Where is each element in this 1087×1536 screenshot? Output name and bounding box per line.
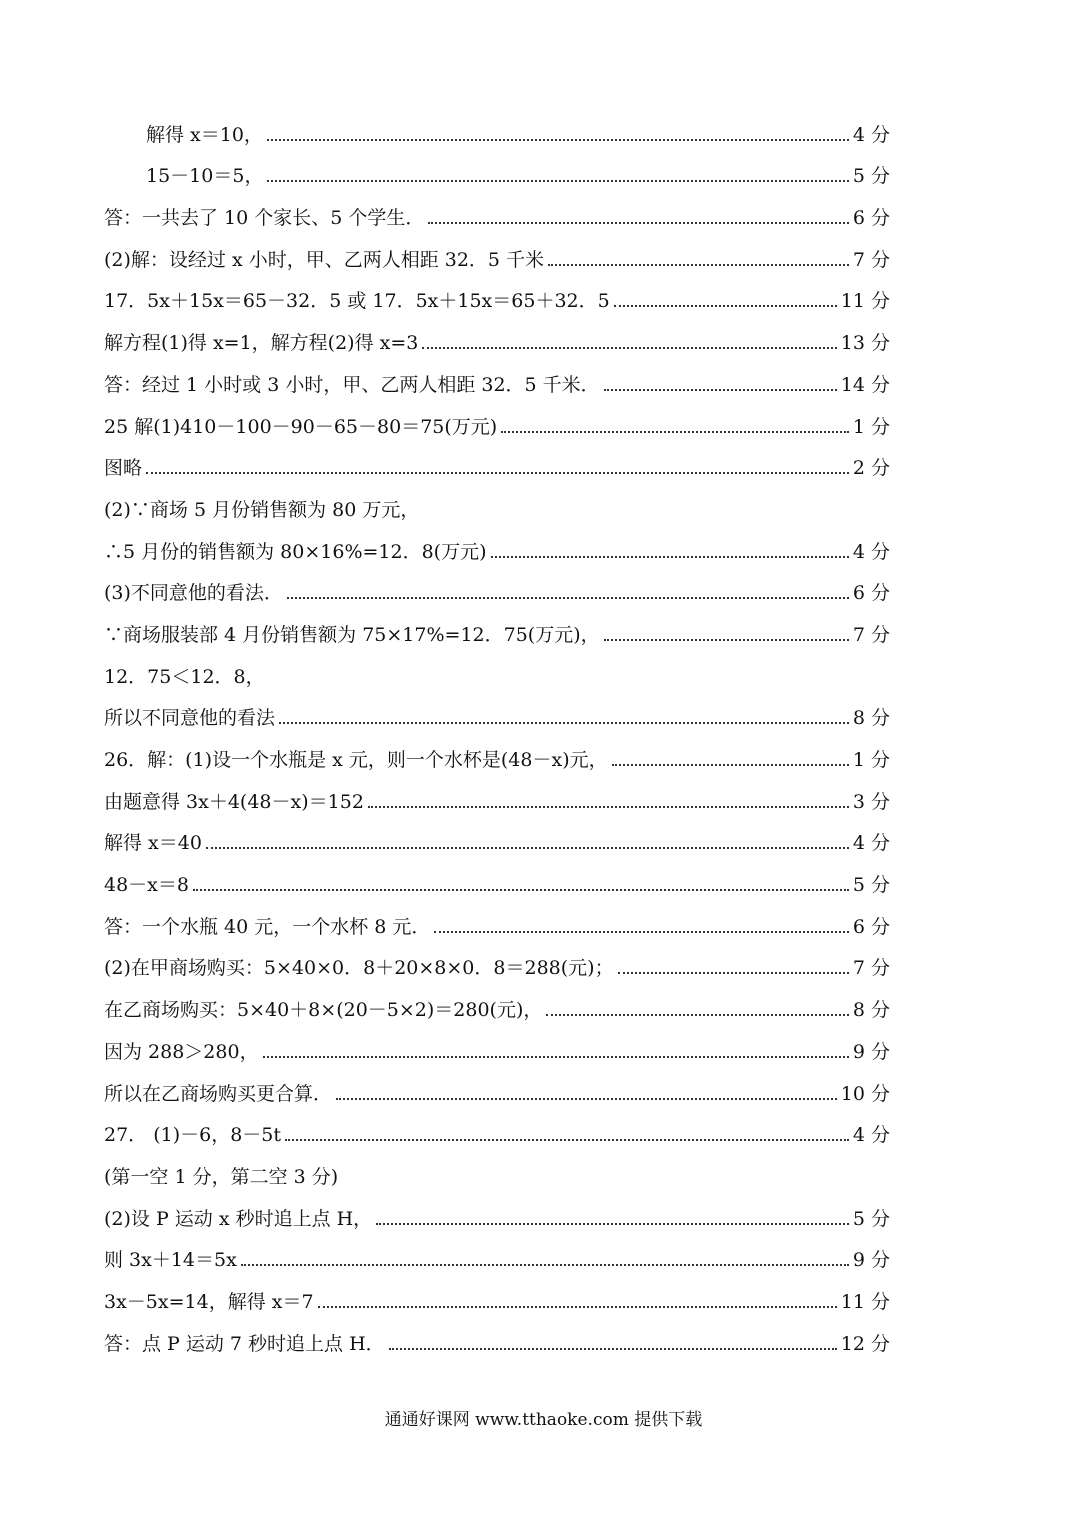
dotted-leader — [263, 1056, 849, 1058]
answer-text: 在乙商场购买：5×40＋8×(20－5×2)＝280(元)， — [104, 999, 543, 1022]
answer-line — [104, 1065, 890, 1107]
answer-line — [104, 523, 890, 565]
answer-text: 3x－5x=14，解得 x＝7 — [104, 1290, 314, 1313]
answer-text: 27． (1)－6，8－5t — [104, 1124, 282, 1147]
answer-text: 答：一个水瓶 40 元，一个水杯 8 元． — [104, 915, 431, 938]
dotted-leader — [428, 222, 848, 224]
answer-line — [104, 856, 890, 898]
answer-text: 所以在乙商场购买更合算． — [104, 1082, 333, 1105]
dotted-leader — [336, 1098, 837, 1100]
dotted-leader — [146, 472, 849, 474]
score-points: 7 分 — [852, 248, 890, 271]
answer-line — [104, 815, 890, 857]
dotted-leader — [389, 1348, 837, 1350]
answer-text: 由题意得 3x＋4(48－x)＝152 — [104, 790, 364, 813]
dotted-leader — [614, 305, 837, 307]
dotted-leader — [193, 889, 849, 891]
answer-text: 25 解(1)410－100－90－65－80＝75(万元) — [104, 415, 498, 438]
answer-text: ∴5 月份的销售额为 80×16%=12．8(万元) — [104, 540, 487, 563]
score-points: 7 分 — [852, 957, 890, 980]
answer-text: 答：一共去了 10 个家长、5 个学生． — [104, 207, 425, 230]
answer-line — [104, 940, 890, 982]
answer-text: (3)不同意他的看法． — [104, 582, 283, 605]
score-points: 9 分 — [852, 1040, 890, 1063]
dotted-leader — [287, 597, 849, 599]
answer-line — [104, 898, 890, 940]
answer-text: 因为 288＞280， — [104, 1040, 259, 1063]
dotted-leader — [368, 806, 849, 808]
answer-text: 15－10＝5， — [146, 165, 264, 188]
answer-text: 答：点 P 运动 7 秒时追上点 H． — [104, 1332, 385, 1355]
score-points: 4 分 — [852, 123, 890, 146]
answer-line — [104, 648, 890, 690]
dotted-leader — [241, 1264, 849, 1266]
answer-text: 26．解：(1)设一个水瓶是 x 元，则一个水杯是(48－x)元， — [104, 749, 608, 771]
dotted-leader — [267, 139, 849, 141]
score-points: 4 分 — [852, 832, 890, 855]
dotted-leader — [612, 764, 849, 766]
dotted-leader — [267, 180, 848, 182]
score-points: 12 分 — [840, 1332, 890, 1355]
answer-line — [104, 690, 890, 732]
dotted-leader — [604, 639, 849, 641]
score-points: 8 分 — [852, 999, 890, 1022]
dotted-leader — [285, 1139, 849, 1141]
answer-line — [104, 398, 890, 440]
dotted-leader — [279, 722, 849, 724]
answer-line — [104, 440, 890, 482]
dotted-leader — [546, 1014, 848, 1016]
dotted-leader — [548, 264, 849, 266]
answer-line — [104, 1273, 890, 1315]
score-points: 6 分 — [852, 207, 890, 230]
score-points: 14 分 — [840, 373, 890, 396]
dotted-leader — [318, 1306, 837, 1308]
score-points: 5 分 — [852, 165, 890, 188]
answer-line — [104, 106, 890, 148]
answer-line — [104, 1232, 890, 1274]
score-points: 6 分 — [852, 582, 890, 605]
answer-text: (第一空 1 分，第二空 3 分) — [104, 1165, 339, 1188]
dotted-leader — [376, 1223, 849, 1225]
dotted-leader — [501, 431, 849, 433]
dotted-leader — [491, 556, 849, 558]
answer-text: 图略 — [104, 457, 143, 480]
score-points: 2 分 — [852, 457, 890, 480]
answer-line — [104, 189, 890, 231]
answer-text: 48－x＝8 — [104, 874, 189, 897]
score-points: 8 分 — [852, 707, 890, 730]
answer-text: 所以不同意他的看法 — [104, 707, 276, 730]
answer-text: 17．5x＋15x＝65－32．5 或 17．5x＋15x＝65＋32．5 — [104, 290, 610, 313]
score-points: 7 分 — [852, 623, 890, 646]
answer-line — [104, 481, 890, 523]
answer-line — [104, 1023, 890, 1065]
score-points: 11 分 — [840, 290, 890, 313]
answer-text: (2)在甲商场购买：5×40×0．8＋20×8×0．8＝288(元)； — [104, 957, 614, 980]
score-points: 5 分 — [852, 874, 890, 897]
answer-line — [104, 773, 890, 815]
score-points: 4 分 — [852, 1124, 890, 1147]
dotted-leader — [434, 931, 848, 933]
answer-text: 答：经过 1 小时或 3 小时，甲、乙两人相距 32．5 千米． — [104, 373, 600, 396]
answer-text: 解得 x＝10， — [146, 123, 263, 146]
score-points: 6 分 — [852, 915, 890, 938]
answer-text: 解得 x＝40 — [104, 832, 202, 855]
answer-text: 解方程(1)得 x=1，解方程(2)得 x=3 — [104, 332, 419, 355]
answer-line — [104, 981, 890, 1023]
answer-text: (2)设 P 运动 x 秒时追上点 H， — [104, 1207, 373, 1230]
score-points: 3 分 — [852, 790, 890, 813]
answer-line — [104, 314, 890, 356]
answer-text: (2)∵商场 5 月份销售额为 80 万元， — [104, 498, 420, 521]
answer-text: ∵商场服装部 4 月份销售额为 75×17%=12．75(万元)， — [104, 623, 600, 646]
answer-line — [104, 231, 890, 273]
score-points: 4 分 — [852, 540, 890, 563]
dotted-leader — [206, 847, 849, 849]
answer-line — [104, 1148, 890, 1190]
answer-lines — [104, 106, 890, 1357]
dotted-leader — [422, 347, 836, 349]
answer-line — [104, 1107, 890, 1149]
answer-line — [104, 273, 890, 315]
score-points: 10 分 — [840, 1082, 890, 1105]
score-points: 5 分 — [852, 1207, 890, 1230]
answer-text: (2)解：设经过 x 小时，甲、乙两人相距 32．5 千米 — [104, 248, 545, 271]
answer-line — [104, 356, 890, 398]
score-points: 1 分 — [852, 749, 890, 771]
answer-line — [104, 565, 890, 607]
dotted-leader — [604, 389, 837, 391]
answer-text: 则 3x＋14＝5x — [104, 1249, 237, 1272]
page-footer: 通通好课网 www.tthaoke.com 提供下载 — [384, 1410, 703, 1430]
score-points: 13 分 — [840, 332, 890, 355]
answer-line — [104, 148, 890, 190]
score-points: 11 分 — [840, 1290, 890, 1313]
answer-line — [104, 1315, 890, 1357]
dotted-leader — [618, 972, 849, 974]
answer-line — [104, 1190, 890, 1232]
score-points: 9 分 — [852, 1249, 890, 1272]
answer-line — [104, 731, 890, 773]
score-points: 1 分 — [852, 415, 890, 438]
answer-line — [104, 606, 890, 648]
answer-text: 12．75＜12．8， — [104, 665, 265, 688]
